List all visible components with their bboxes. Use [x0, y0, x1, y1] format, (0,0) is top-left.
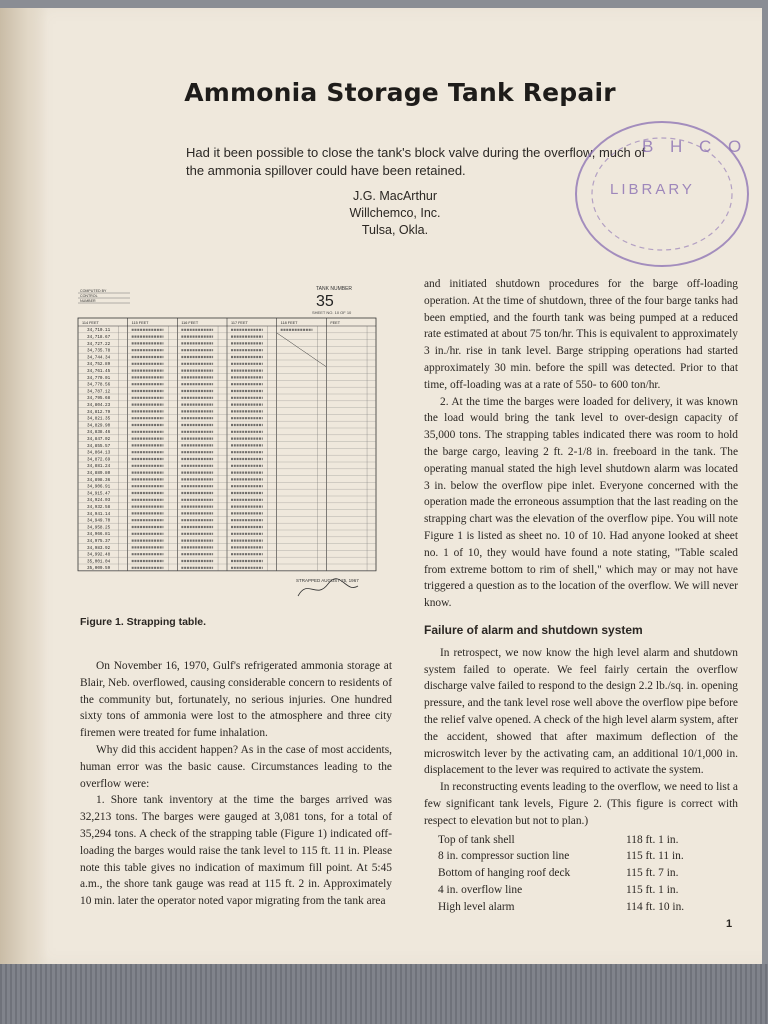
paragraph: In retrospect, we now know the high level alarm and shutdown system failed to operate. We feel fairly certain the overflow discharge valve failed to respond to the design 2.2 lb./sq. in. opening pressure, and the tank level rose well above the overflow pipe before the relief valve opened. A check of the high level alarm system, after the accident, showed that after maximum deflection of the microswitch lever by the activating cam, an additional 10/1,000 in. displacement to the lever was required to activate the system.	[424, 646, 738, 777]
table-cell-value: 34,804.23	[87, 403, 111, 408]
table-cell-value: 34,838.46	[87, 430, 111, 436]
figure-caption: Figure 1. Strapping table.	[80, 616, 207, 628]
table-cell-value: 34,924.03	[87, 498, 111, 504]
table-cell-value: 34,906.91	[87, 484, 111, 490]
tank-level-row	[438, 865, 722, 882]
stamp-top-text: B H C O	[642, 137, 748, 156]
column-header: 114 FEET	[82, 320, 99, 325]
tank-level-value: 115 ft. 11 in.	[626, 850, 684, 863]
table-cell-value: 34,898.36	[87, 477, 111, 483]
table-cell-value: 34,795.68	[87, 396, 111, 402]
paragraph: On November 16, 1970, Gulf's refrigerated ammonia storage at Blair, Neb. overflowed, causing considerable concern to residents of the community but, fortunately, no serious injuries. One hundred sixty tons of ammonia were lost to the atmosphere and three city firemen were treated for fume inhalation.	[80, 660, 392, 740]
table-cell-value: 34,847.02	[87, 437, 111, 442]
table-cell-value: 34,752.89	[87, 362, 111, 368]
column-header: 117 FEET	[231, 320, 248, 325]
column-header: 116 FEET	[181, 320, 199, 325]
paragraph: and initiated shutdown procedures for the barge off-loading operation. At the time of shutdown, three of the four barge tanks had been emptied, and the fourth tank was being pumped at a reduced rate estimated at about 75 ton/hr. This is equivalent to approximately 3 in./hr. rise in tank level. Barge stripping operations had started approximately 30 min. before the spill was detected. Prior to that time, off-loading was at a rate of 550- to 600 ton/hr.	[424, 278, 738, 391]
tank-level-label: High level alarm	[438, 900, 515, 913]
paragraph: Why did this accident happen? As in the case of most accidents, human error was the basic cause. Circumstances leading to the overflow were:	[80, 743, 392, 790]
section-heading: Failure of alarm and shutdown system	[424, 622, 643, 637]
table-cell-value: 34,864.13	[87, 450, 111, 456]
tank-level-value: 115 ft. 1 in.	[626, 883, 679, 896]
author-location: Tulsa, Okla.	[361, 223, 429, 237]
tank-level-label: Bottom of hanging roof deck	[438, 867, 571, 880]
tank-level-row	[438, 832, 722, 849]
book-spine-shadow	[0, 8, 48, 964]
table-cell-value: 34,812.79	[87, 409, 111, 415]
computed-by-stamp	[78, 289, 130, 303]
table-cell-value: 34,855.57	[87, 443, 111, 449]
table-cell-value: 34,770.01	[87, 375, 111, 381]
void-diagonal	[277, 333, 327, 367]
tank-level-value: 118 ft. 1 in.	[626, 833, 679, 846]
tank-level-row	[438, 882, 722, 899]
stamp-line-text: CONTROL	[80, 294, 98, 298]
table-cell-value: 34,881.24	[87, 464, 111, 470]
table-cell-value: 34,889.80	[87, 471, 111, 476]
table-cell-value: 34,778.56	[87, 382, 111, 388]
paragraph: In reconstructing events leading to the overflow, we need to list a few significant tank levels, Figure 2. (This figure is correct with respect to elevation but not to plan.)	[424, 781, 738, 827]
table-cell-value: 34,958.25	[87, 525, 111, 531]
background-surface	[0, 964, 768, 1024]
tank-level-row	[438, 848, 722, 865]
tank-level-label: 8 in. compressor suction line	[438, 850, 570, 863]
tank-level-label: Top of tank shell	[438, 833, 515, 846]
column-header: 118 FEET	[280, 320, 298, 325]
strapping-table-figure	[76, 282, 398, 604]
table-cell-value: 34,941.14	[87, 511, 111, 517]
table-cell-value: 35,009.59	[87, 566, 111, 572]
tank-levels-list	[438, 832, 722, 916]
paragraph: 1. Shore tank inventory at the time the barges arrived was 32,213 tons. The barges were gauged at 3,081 tons, for a total of 35,294 tons. A check of the strapping table (Figure 1) indicated off-loading the barges would raise the tank level to 115 ft. 11 in. Please note this table gives no indication of maximum fill point. At 5:45 a.m., the shore tank gauge was read at 115 ft. 2 in. Approximately 10 min. later the operator noted vapor migrating from the tank area	[80, 794, 392, 908]
sheet-number: SHEET NO. 10 OF 10	[312, 310, 352, 315]
tank-number: 35	[316, 293, 334, 310]
table-cell-value: 34,735.78	[87, 348, 111, 354]
table-cell-value: 34,915.47	[87, 491, 111, 497]
table-cell-value: 34,966.81	[87, 532, 111, 538]
column-header: 115 FEET	[131, 320, 149, 325]
article-subtitle: Had it been possible to close the tank's block valve during the overflow, much of the ammonia spillover could have been retained.	[186, 145, 646, 178]
author-company: Willchemco, Inc.	[349, 206, 441, 220]
table-cell-value: 34,710.11	[87, 328, 111, 334]
stamp-line-text: NUMBER	[80, 299, 96, 303]
article-title: Ammonia Storage Tank Repair	[184, 78, 616, 107]
table-cell-value: 34,983.92	[87, 545, 111, 551]
table-cell-value: 34,932.58	[87, 505, 111, 510]
table-cell-value: 34,727.22	[87, 341, 111, 347]
table-cell-value: 34,821.35	[87, 416, 111, 422]
stamp-line-text: COMPUTED BY	[80, 289, 107, 293]
table-cell-value: 34,829.90	[87, 423, 111, 429]
tank-level-value: 115 ft. 7 in.	[626, 867, 679, 880]
table-cell-value: 34,744.34	[87, 355, 111, 361]
strapping-table-grid	[78, 318, 376, 571]
right-column	[424, 276, 738, 915]
table-cell-value: 34,872.69	[87, 457, 111, 463]
left-column	[80, 658, 392, 910]
tank-number-label: TANK NUMBER	[316, 286, 353, 292]
author-name: J.G. MacArthur	[352, 189, 438, 203]
table-cell-value: 34,787.12	[87, 389, 111, 395]
tank-level-label: 4 in. overflow line	[438, 883, 523, 896]
table-cell-value: 35,001.04	[87, 559, 111, 565]
stamp-middle-text: LIBRARY	[610, 181, 695, 198]
table-cell-value: 34,949.70	[87, 518, 111, 524]
tank-level-value: 114 ft. 10 in.	[626, 900, 685, 913]
byline	[300, 188, 490, 239]
strapped-date: STRAPPED AUGUST 25, 1967	[296, 578, 359, 583]
table-cell-value: 34,975.37	[87, 539, 111, 544]
table-cell-value: 34,718.67	[87, 335, 111, 340]
paragraph: 2. At the time the barges were loaded for delivery, it was known the load would bring the tank level to over-design capacity of 35,000 tons. The strapping tables indicated there was room to hold the barge cargo, leaving 2 ft. 2-1/8 in. freeboard in the tank. The operating manual stated the high level shutdown alarm was located 3 in. below the overflow pipe inlet. Everyone concerned with the operation made the erroneous assumption that the last reading on the strapping chart was the elevation of the overflow pipe. You will note Figure 1 is listed as sheet no. 10 of 10. Had anyone looked at sheet no. 1 of 10, they would have found a note stating, "Table scaled from extreme bottom to rim of shell," which may or may not have triggered a question as to the location of the overflow. We will never know.	[424, 395, 738, 610]
column-header: FEET	[330, 320, 341, 325]
table-cell-value: 34,992.48	[87, 552, 111, 558]
table-cell-value: 34,761.45	[87, 369, 111, 374]
tank-level-row	[438, 899, 722, 916]
page-number: 1	[726, 918, 733, 930]
library-stamp	[566, 116, 752, 276]
